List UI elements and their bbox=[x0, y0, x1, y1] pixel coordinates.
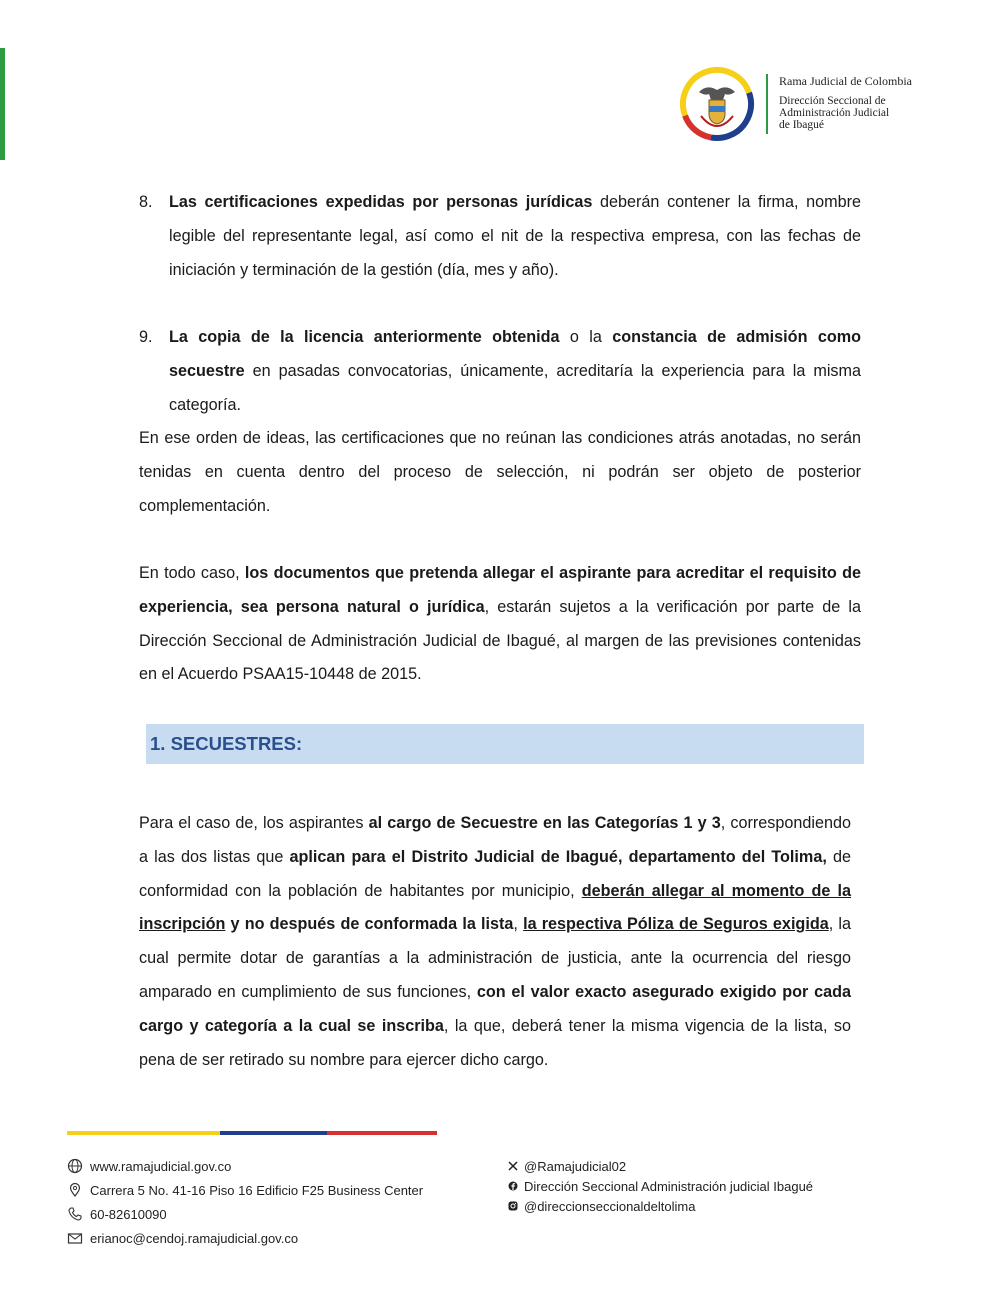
logo-divider bbox=[766, 74, 768, 134]
phone-icon bbox=[67, 1206, 83, 1222]
body-text: , estarán sujetos a la verificación por parte de la Dirección Seccional de Administración Judicial de Ibagué, al margen de las previsiones contenidas en el Acuerdo PSAA15-10448 de 2015. bbox=[139, 597, 861, 684]
body-text: , correspondiendo a las dos listas que bbox=[139, 814, 851, 866]
footer-phone[interactable] bbox=[67, 1202, 423, 1226]
org-subname-3: de Ibagué bbox=[779, 119, 825, 131]
footer-text: Dirección Seccional Administración judicial Ibagué bbox=[524, 1178, 814, 1194]
footer-text: @direccionseccionaldeltolima bbox=[524, 1198, 696, 1214]
facebook-icon bbox=[508, 1181, 518, 1191]
bold-text: constancia de admisión como secuestre bbox=[169, 328, 861, 380]
header-org-text bbox=[779, 74, 912, 131]
footer-x-account[interactable] bbox=[508, 1156, 813, 1176]
judicial-seal-logo bbox=[679, 66, 755, 142]
footer-text: erianoc@cendoj.ramajudicial.gov.co bbox=[90, 1230, 299, 1246]
footer-text: @Ramajudicial02 bbox=[524, 1158, 627, 1174]
footer-text: 60-82610090 bbox=[90, 1206, 167, 1222]
body-text: o la bbox=[559, 328, 613, 346]
bold-text: La copia de la licencia anteriormente obtenida bbox=[169, 328, 560, 346]
body-text: deberán contener la firma, nombre legible del representante legal, así como el nit de la respectiva empresa, con las fechas de iniciación y terminación de la gestión (día, mes y año). bbox=[169, 193, 861, 279]
body-text: de conformidad con la población de habitantes por municipio, bbox=[139, 847, 851, 900]
list-item-body bbox=[169, 186, 861, 287]
body-text: , bbox=[513, 915, 524, 934]
org-subname-2: Administración Judicial bbox=[779, 107, 890, 119]
body-text: , la cual permite dotar de garantías a la administración de justicia, ante la ocurrencia del riesgo amparado en cumplimiento de sus funciones, bbox=[139, 915, 851, 1001]
paragraph-verification bbox=[139, 557, 861, 692]
footer-email[interactable] bbox=[67, 1226, 423, 1250]
bold-text: Las certificaciones expedidas por personas jurídicas bbox=[169, 193, 593, 211]
tricolor-blue bbox=[220, 1131, 327, 1135]
footer-facebook-account[interactable] bbox=[508, 1176, 813, 1196]
list-number: 8. bbox=[139, 193, 153, 211]
globe-icon bbox=[67, 1158, 83, 1174]
list-number: 9. bbox=[139, 328, 153, 346]
left-accent-bar bbox=[0, 48, 5, 160]
bold-text: al cargo de Secuestre en las Categorías 1 y 3 bbox=[368, 814, 721, 832]
bold-text: los documentos que pretenda allegar el aspirante para acreditar el requisito de experiencia, sea persona natural o jurídica bbox=[139, 564, 861, 616]
x-icon bbox=[508, 1161, 518, 1171]
list-item-body bbox=[169, 321, 861, 422]
location-pin-icon bbox=[67, 1182, 83, 1198]
list-item-8 bbox=[139, 186, 861, 287]
body-text: En todo caso, bbox=[139, 564, 245, 582]
instagram-icon bbox=[508, 1201, 518, 1211]
footer-address bbox=[67, 1178, 423, 1202]
body-text: , la que, deberá tener la misma vigencia de la lista, so pena de ser retirado su nombre para ejercer dicho cargo. bbox=[139, 1016, 851, 1069]
bold-underlined-text: deberán allegar al momento de la inscripción bbox=[139, 881, 851, 934]
footer-tricolor-line bbox=[67, 1131, 437, 1135]
body-text: en pasadas convocatorias, únicamente, acreditaría la experiencia para la misma categoría. bbox=[169, 361, 861, 414]
footer-text: Carrera 5 No. 41-16 Piso 16 Edificio F25 Business Center bbox=[90, 1182, 424, 1198]
tricolor-red bbox=[327, 1131, 437, 1135]
tricolor-yellow bbox=[67, 1131, 220, 1135]
mail-icon bbox=[67, 1230, 83, 1246]
org-subname-1: Dirección Seccional de bbox=[779, 95, 886, 107]
footer-contact-list bbox=[67, 1154, 423, 1250]
footer-instagram-account[interactable] bbox=[508, 1196, 813, 1216]
bold-underlined-text: la respectiva Póliza de Seguros exigida bbox=[523, 915, 829, 934]
org-name: Rama Judicial de Colombia bbox=[779, 74, 912, 88]
footer-social-list bbox=[508, 1156, 813, 1216]
section-heading-bar bbox=[146, 724, 864, 764]
list-item-9 bbox=[139, 321, 861, 422]
bold-text: con el valor exacto asegurado exigido por cada cargo y categoría a la cual se inscriba bbox=[139, 982, 851, 1035]
paragraph-certifications: En ese orden de ideas, las certificaciones que no reúnan las condiciones atrás anotadas, no serán tenidas en cuenta dentro del proceso de selección, ni podrán ser objeto de posterior complementación. bbox=[139, 429, 861, 515]
bold-text: y no después de conformada la lista bbox=[225, 915, 514, 934]
body-text: Para el caso de, los aspirantes bbox=[139, 814, 369, 832]
bold-text: aplican para el Distrito Judicial de Ibagué, departamento del Tolima, bbox=[289, 847, 827, 866]
section-title: 1. SECUESTRES: bbox=[150, 733, 303, 754]
footer-text: www.ramajudicial.gov.co bbox=[90, 1158, 232, 1174]
footer-website[interactable] bbox=[67, 1154, 423, 1178]
paragraph-secuestres bbox=[139, 807, 851, 1077]
